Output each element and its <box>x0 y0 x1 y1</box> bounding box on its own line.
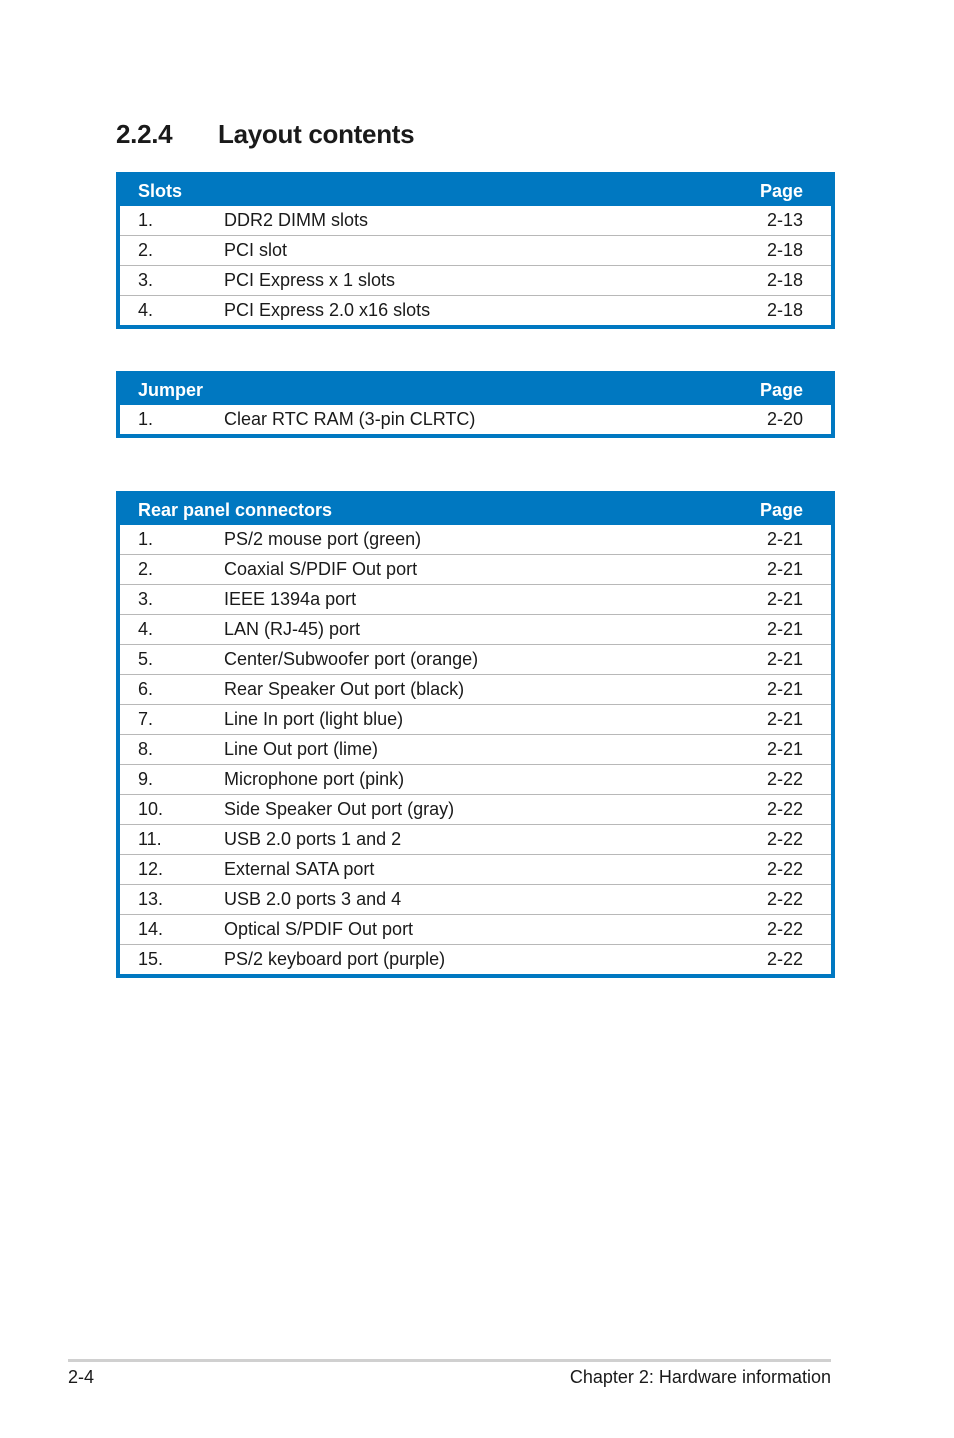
row-page: 2-21 <box>723 675 833 705</box>
row-number: 15. <box>118 945 224 977</box>
rear-panel-connectors-table <box>116 491 835 978</box>
table-row <box>118 735 833 765</box>
table-row <box>118 675 833 705</box>
table-row <box>118 825 833 855</box>
row-page: 2-22 <box>723 765 833 795</box>
table-row <box>118 945 833 977</box>
table-header-row <box>118 174 833 206</box>
row-description: IEEE 1394a port <box>224 585 723 615</box>
row-page: 2-21 <box>723 615 833 645</box>
row-page: 2-21 <box>723 585 833 615</box>
table-header-page: Page <box>723 174 833 206</box>
section-heading <box>116 119 414 150</box>
row-description: USB 2.0 ports 1 and 2 <box>224 825 723 855</box>
row-page: 2-21 <box>723 645 833 675</box>
table-header-label: Jumper <box>118 373 723 405</box>
row-page: 2-21 <box>723 735 833 765</box>
row-description: PS/2 mouse port (green) <box>224 529 422 549</box>
row-number: 3. <box>118 266 224 296</box>
table-row <box>118 705 833 735</box>
row-number: 2. <box>118 236 224 266</box>
row-description: DDR2 DIMM slots <box>224 210 369 230</box>
row-page: 2-13 <box>766 210 803 230</box>
table-row <box>118 855 833 885</box>
row-number: 4. <box>118 615 224 645</box>
row-description: PCI Express x 1 slots <box>224 266 723 296</box>
row-description: Optical S/PDIF Out port <box>224 915 723 945</box>
row-page: 2-18 <box>723 296 833 328</box>
row-number: 8. <box>118 735 224 765</box>
row-page: 2-22 <box>723 885 833 915</box>
row-description: PS/2 keyboard port (purple) <box>224 945 723 977</box>
row-page: 2-20 <box>766 409 803 429</box>
row-page: 2-22 <box>723 795 833 825</box>
footer-page-number: 2-4 <box>68 1367 95 1387</box>
table-row <box>118 645 833 675</box>
row-description: Coaxial S/PDIF Out port <box>224 555 723 585</box>
footer-chapter-title: Chapter 2: Hardware information <box>569 1367 831 1387</box>
row-number: 12. <box>118 855 224 885</box>
row-description: Rear Speaker Out port (black) <box>224 675 723 705</box>
row-number: 2. <box>118 555 224 585</box>
table-row <box>118 405 833 436</box>
section-title: Layout contents <box>218 119 415 149</box>
table-row <box>118 296 833 328</box>
row-description: External SATA port <box>224 855 723 885</box>
row-page: 2-22 <box>723 915 833 945</box>
row-number: 5. <box>118 645 224 675</box>
table-header-label: Rear panel connectors <box>118 493 723 525</box>
row-page: 2-22 <box>723 855 833 885</box>
row-number: 9. <box>118 765 224 795</box>
row-description: LAN (RJ-45) port <box>224 615 723 645</box>
table-row <box>118 585 833 615</box>
table-row <box>118 915 833 945</box>
table-header-label: Slots <box>118 174 723 206</box>
table-row <box>118 795 833 825</box>
table-header-page: Page <box>723 373 833 405</box>
row-description: PCI slot <box>224 236 723 266</box>
jumper-table <box>116 371 835 438</box>
table-header-page: Page <box>723 493 833 525</box>
table-row <box>118 266 833 296</box>
table-row <box>118 525 833 555</box>
row-description: PCI Express 2.0 x16 slots <box>224 296 723 328</box>
row-number: 13. <box>118 885 224 915</box>
section-number: 2.2.4 <box>116 119 173 149</box>
table-row <box>118 236 833 266</box>
table-header-row <box>118 373 833 405</box>
row-page: 2-21 <box>723 705 833 735</box>
table-row <box>118 555 833 585</box>
row-page: 2-22 <box>723 825 833 855</box>
table-row <box>118 206 833 236</box>
row-page: 2-22 <box>723 945 833 977</box>
table-row <box>118 615 833 645</box>
row-page: 2-18 <box>723 266 833 296</box>
row-number: 7. <box>118 705 224 735</box>
row-description: Side Speaker Out port (gray) <box>224 795 723 825</box>
row-description: Center/Subwoofer port (orange) <box>224 645 723 675</box>
row-page: 2-21 <box>766 529 803 549</box>
row-number: 10. <box>118 795 224 825</box>
row-description: Line In port (light blue) <box>224 705 723 735</box>
table-row <box>118 885 833 915</box>
row-page: 2-21 <box>723 555 833 585</box>
row-number: 3. <box>118 585 224 615</box>
row-description: USB 2.0 ports 3 and 4 <box>224 885 723 915</box>
table-header-row <box>118 493 833 525</box>
row-number: 6. <box>118 675 224 705</box>
row-page: 2-18 <box>723 236 833 266</box>
row-number: 14. <box>118 915 224 945</box>
row-description: Microphone port (pink) <box>224 765 723 795</box>
row-number: 1. <box>138 210 154 230</box>
row-number: 1. <box>138 409 154 429</box>
row-description: Line Out port (lime) <box>224 735 723 765</box>
row-number: 1. <box>138 529 154 549</box>
table-row <box>118 765 833 795</box>
slots-table <box>116 172 835 329</box>
row-description: Clear RTC RAM (3-pin CLRTC) <box>224 409 476 429</box>
row-number: 11. <box>118 825 224 855</box>
row-number: 4. <box>118 296 224 328</box>
footer-divider <box>68 1359 831 1362</box>
